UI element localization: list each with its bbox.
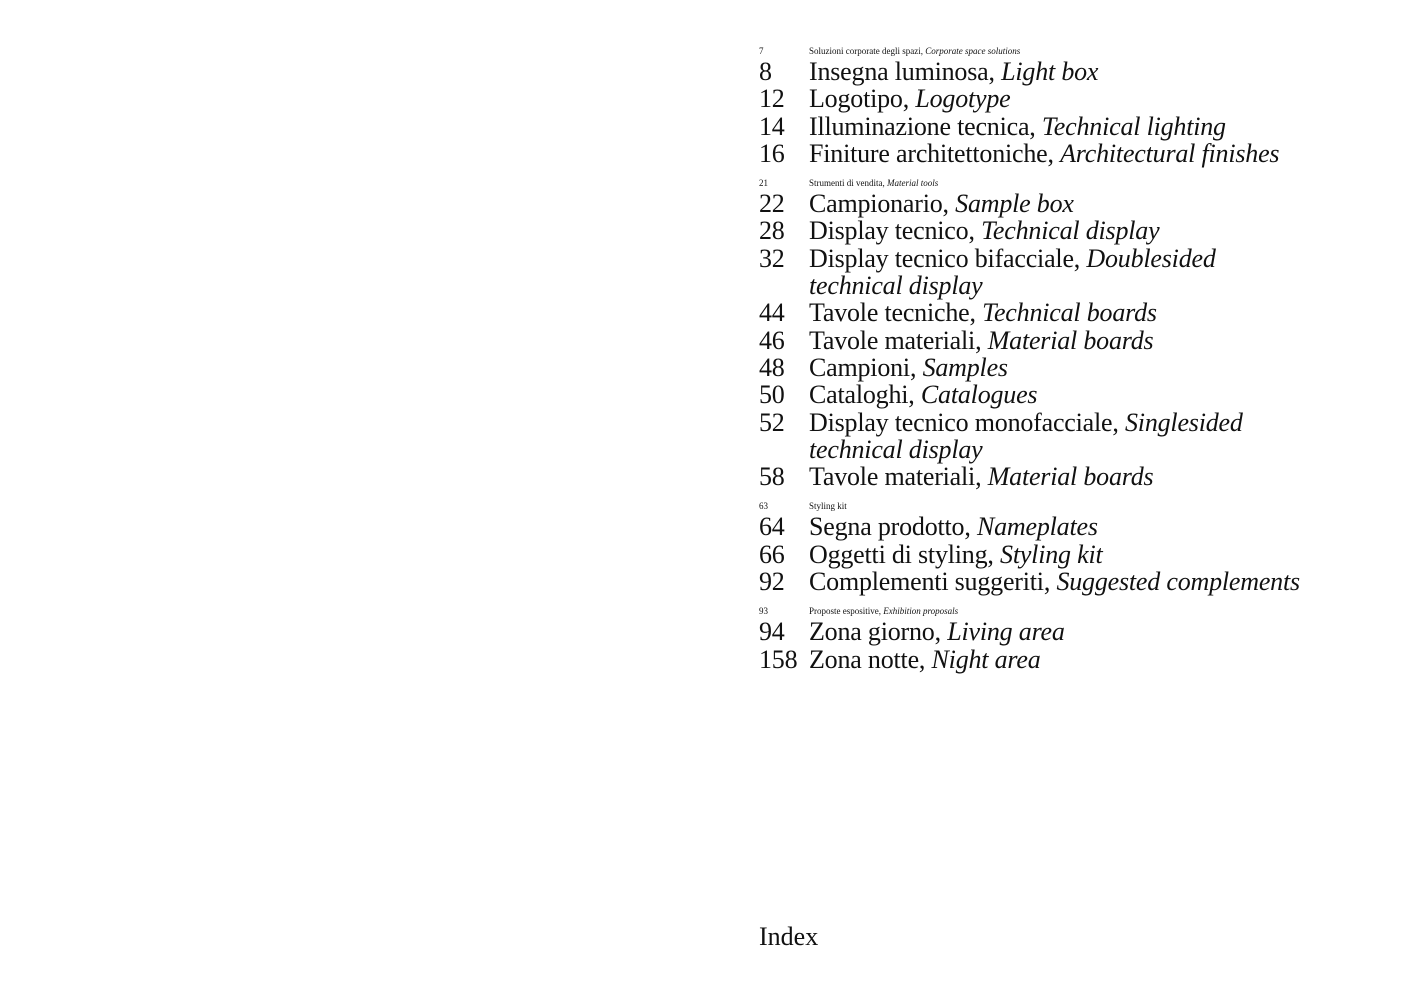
entry-page-number: 92 xyxy=(759,567,785,597)
entry-title-it: Tavole materiali, xyxy=(809,325,982,355)
entry-title-it: Segna prodotto, xyxy=(809,512,971,542)
entry-title-it: Illuminazione tecnica, xyxy=(809,111,1036,141)
index-entry xyxy=(759,245,1399,300)
entry-title-en: Technical boards xyxy=(982,298,1157,328)
index-section xyxy=(759,176,1399,490)
section-heading xyxy=(759,499,1399,513)
index-section xyxy=(759,44,1399,167)
entry-title-en: Logotype xyxy=(915,84,1011,114)
entry-page-number: 28 xyxy=(759,216,785,246)
entry-title-it: Display tecnico bifacciale, xyxy=(809,243,1081,273)
section-title-en: Corporate space solutions xyxy=(925,46,1021,56)
index-entry xyxy=(759,113,1399,140)
entry-page-number: 14 xyxy=(759,111,785,141)
entry-title-it: Insegna luminosa, xyxy=(809,57,995,86)
entry-page-number: 58 xyxy=(759,462,785,492)
entry-title-it: Oggetti di styling, xyxy=(809,539,994,569)
entry-page-number: 52 xyxy=(759,407,785,437)
entry-title-it: Tavole tecniche, xyxy=(809,298,976,328)
entry-title-en: Styling kit xyxy=(1000,539,1103,569)
entry-title-en: Technical lighting xyxy=(1041,111,1226,141)
entry-title-it: Zona giorno, xyxy=(809,617,941,647)
entry-page-number: 158 xyxy=(759,644,798,674)
index-entry xyxy=(759,646,1399,673)
entry-title-en: Living area xyxy=(947,617,1065,647)
entry-title-it: Tavole materiali, xyxy=(809,462,982,492)
entry-title-en: Light box xyxy=(1001,57,1099,86)
entry-title-en: Architectural finishes xyxy=(1060,138,1280,168)
section-heading xyxy=(759,44,1399,58)
entry-title-en: Singlesided technical display xyxy=(809,407,1243,464)
entry-page-number: 16 xyxy=(759,138,785,168)
entry-title-it: Display tecnico, xyxy=(809,216,975,246)
entry-page-number: 50 xyxy=(759,380,785,410)
entry-title-it: Cataloghi, xyxy=(809,380,915,410)
index-entry xyxy=(759,513,1399,540)
index-entry xyxy=(759,299,1399,326)
section-title-en: Exhibition proposals xyxy=(883,606,959,617)
index-section xyxy=(759,499,1399,595)
entry-title-it: Campionario, xyxy=(809,189,949,219)
entry-title-en: Material boards xyxy=(987,462,1154,492)
entry-title-en: Night area xyxy=(931,644,1041,674)
section-title-it: Proposte espositive, xyxy=(809,606,881,617)
entry-title-it: Logotipo, xyxy=(809,84,910,114)
section-page-number: 21 xyxy=(759,178,768,189)
index-entry xyxy=(759,463,1399,490)
section-heading xyxy=(759,176,1399,190)
index-entry xyxy=(759,217,1399,244)
entry-page-number: 48 xyxy=(759,352,785,382)
entry-title-it: Display tecnico monofacciale, xyxy=(809,407,1119,437)
index-entry xyxy=(759,354,1399,381)
section-title-it: Soluzioni corporate degli spazi, xyxy=(809,46,923,56)
section-page-number: 93 xyxy=(759,606,768,617)
index-list xyxy=(759,44,1399,673)
section-heading xyxy=(759,604,1399,618)
section-page-number: 7 xyxy=(759,46,764,56)
entry-title-en: Samples xyxy=(922,352,1008,382)
entry-title-it: Zona notte, xyxy=(809,644,926,674)
entry-title-en: Nameplates xyxy=(976,512,1098,542)
entry-title-en: Material boards xyxy=(987,325,1154,355)
index-section xyxy=(759,604,1399,673)
section-title-en: Material tools xyxy=(887,178,939,189)
index-entry xyxy=(759,409,1399,464)
index-entry xyxy=(759,140,1399,167)
index-entry xyxy=(759,327,1399,354)
entry-page-number: 8 xyxy=(759,57,772,86)
index-entry xyxy=(759,58,1399,85)
entry-title-en: Doublesided technical display xyxy=(809,243,1216,301)
entry-page-number: 64 xyxy=(759,512,785,542)
entry-title-it: Finiture architettoniche, xyxy=(809,138,1054,168)
index-entry xyxy=(759,85,1399,112)
section-page-number: 63 xyxy=(759,501,768,512)
index-entry xyxy=(759,381,1399,408)
index-entry xyxy=(759,190,1399,217)
entry-page-number: 66 xyxy=(759,539,785,569)
entry-title-en: Technical display xyxy=(981,216,1160,246)
section-title-it: Styling kit xyxy=(809,501,847,512)
index-entry xyxy=(759,618,1399,645)
entry-page-number: 22 xyxy=(759,189,785,219)
index-entry xyxy=(759,541,1399,568)
entry-title-it: Campioni, xyxy=(809,352,917,382)
page-title: Index xyxy=(759,922,819,951)
entry-title-en: Suggested complements xyxy=(1056,567,1300,597)
entry-title-en: Sample box xyxy=(955,189,1074,219)
entry-page-number: 44 xyxy=(759,298,785,328)
entry-page-number: 12 xyxy=(759,84,785,114)
section-title-it: Strumenti di vendita, xyxy=(809,178,885,189)
entry-page-number: 94 xyxy=(759,617,785,647)
entry-title-en: Catalogues xyxy=(920,380,1038,410)
entry-page-number: 32 xyxy=(759,243,785,273)
entry-page-number: 46 xyxy=(759,325,785,355)
entry-title-it: Complementi suggeriti, xyxy=(809,567,1051,597)
index-entry xyxy=(759,568,1399,595)
